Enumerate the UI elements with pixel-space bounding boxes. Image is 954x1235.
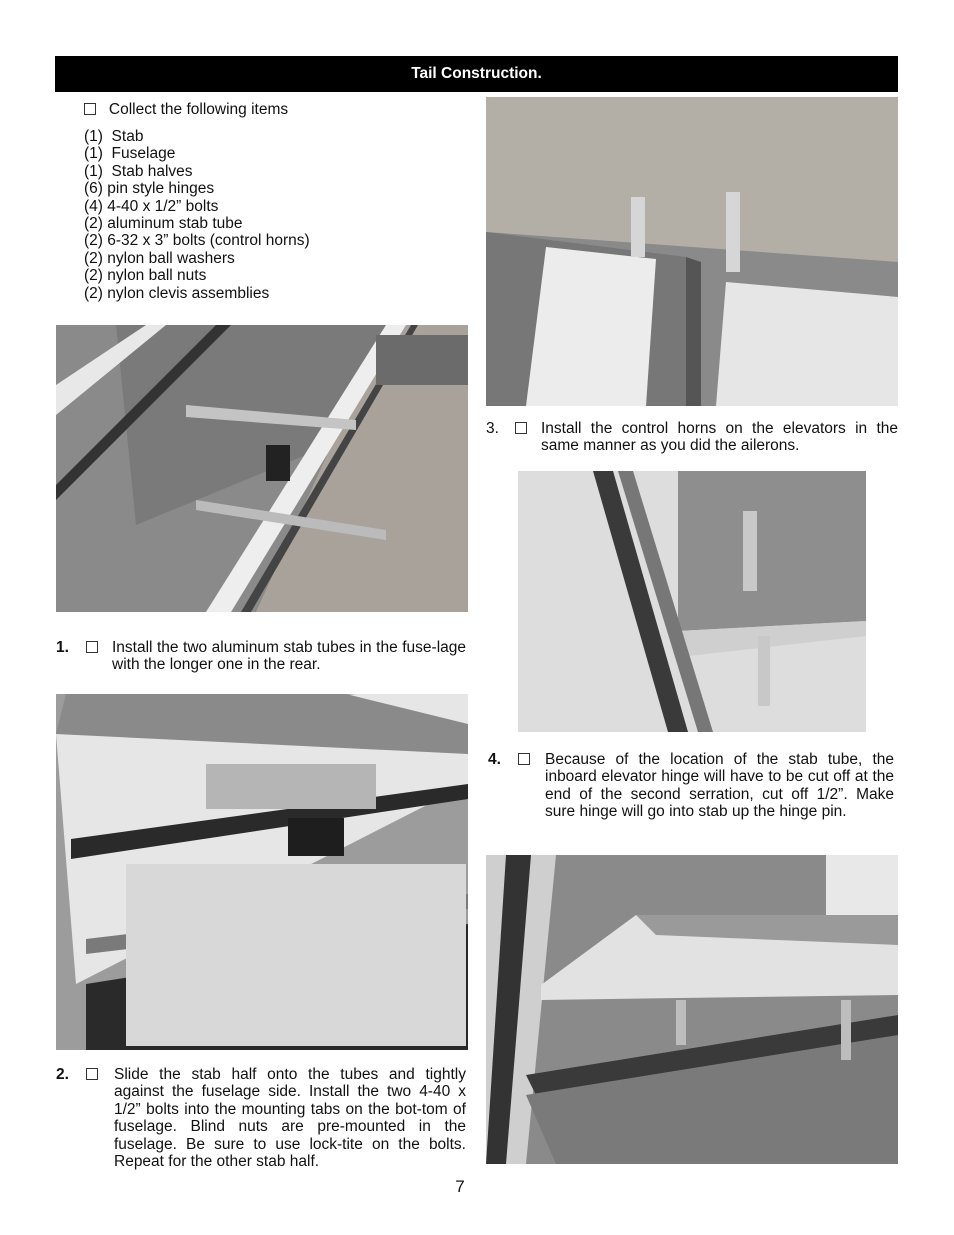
- collect-intro-text: Collect the following items: [108, 101, 289, 118]
- list-item: (2) nylon ball washers: [84, 249, 235, 267]
- checkbox-icon[interactable]: [84, 103, 96, 115]
- step-number: 2.: [56, 1066, 69, 1083]
- checkbox-icon[interactable]: [518, 753, 530, 765]
- page-number: 7: [455, 1177, 465, 1196]
- collect-intro: [84, 101, 464, 118]
- list-item: (1) Stab: [84, 128, 144, 145]
- checkbox-icon[interactable]: [515, 422, 527, 434]
- step-1: [56, 639, 466, 674]
- step-2: [56, 1066, 466, 1170]
- list-item: (2) 6-32 x 3” bolts (control horns): [84, 232, 310, 250]
- section-header: [55, 56, 898, 92]
- step-text: Install the two aluminum stab tubes in the fuse-lage with the longer one in the rear.: [112, 639, 466, 674]
- section-title: Tail Construction.: [411, 65, 542, 83]
- step-3: [486, 420, 898, 455]
- list-item: (2) nylon ball nuts: [84, 267, 207, 285]
- step-text: Slide the stab half onto the tubes and tightly against the fuselage side. Install the two 4-40 x 1/2” bolts into the mounting tabs on the bot-tom of fuselage. Blind nuts are pre-mounted in the fuselage. Be sure to use lock-tite on the bolts. Repeat for the other stab half.: [114, 1066, 466, 1171]
- checkbox-icon[interactable]: [86, 641, 98, 653]
- step-number: 4.: [488, 751, 501, 768]
- list-item: (1) Fuselage: [84, 145, 176, 163]
- photo-stab-half-mounted: [56, 694, 468, 1050]
- step-number: 1.: [56, 639, 69, 656]
- list-item: (4) 4-40 x 1/2” bolts: [84, 197, 219, 215]
- checkbox-icon[interactable]: [86, 1068, 98, 1080]
- step-text: Because of the location of the stab tube, the inboard elevator hinge will have to be cut off at the end of the second serration, cut off 1/2”. Make sure hinge will go into stab up the hinge pin.: [545, 751, 894, 821]
- items-list: [84, 128, 464, 302]
- step-text: Install the control horns on the elevators in the same manner as you did the ailerons.: [541, 420, 898, 455]
- list-item: (2) aluminum stab tube: [84, 215, 243, 233]
- photo-stab-tubes: [56, 325, 468, 612]
- photo-control-horns: [486, 97, 898, 406]
- list-item: (6) pin style hinges: [84, 180, 215, 198]
- list-item: (2) nylon clevis assemblies: [84, 284, 270, 302]
- photo-inboard-hinge: [486, 855, 898, 1164]
- photo-elevator-horn: [518, 471, 866, 732]
- step-4: [488, 751, 894, 821]
- list-item: (1) Stab halves: [84, 162, 193, 180]
- step-number: 3.: [486, 420, 499, 437]
